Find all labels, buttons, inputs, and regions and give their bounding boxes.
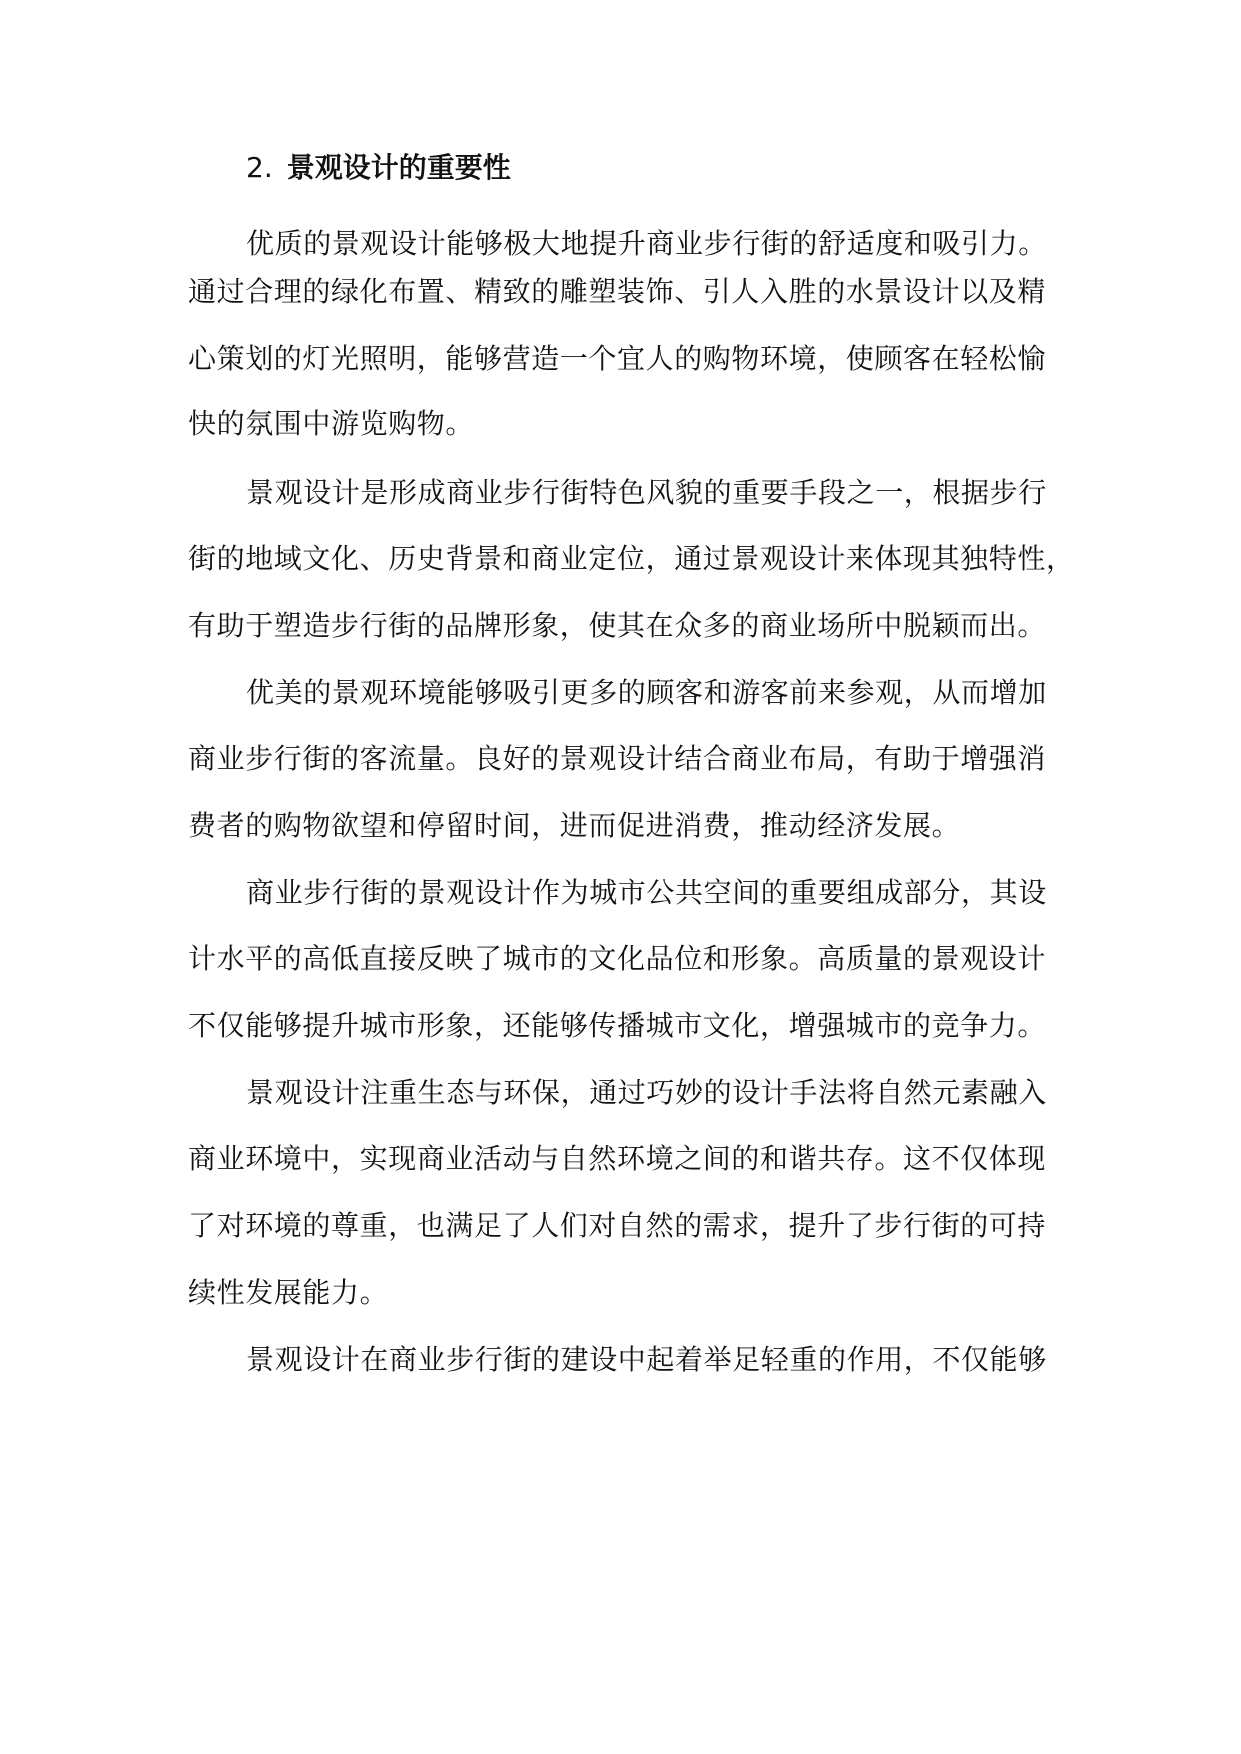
paragraph-line: 心策划的灯光照明，能够营造一个宜人的购物环境，使顾客在轻松愉: [188, 342, 1047, 375]
paragraph-line: 景观设计注重生态与环保，通过巧妙的设计手法将自然元素融入: [246, 1076, 1047, 1109]
paragraph-line: 计水平的高低直接反映了城市的文化品位和形象。高质量的景观设计: [188, 942, 1047, 975]
paragraph-line: 景观设计在商业步行街的建设中起着举足轻重的作用，不仅能够: [246, 1343, 1047, 1376]
paragraph-line: 续性发展能力。: [188, 1276, 389, 1309]
paragraph-line: 商业环境中，实现商业活动与自然环境之间的和谐共存。这不仅体现: [188, 1142, 1047, 1175]
paragraph-line: 优美的景观环境能够吸引更多的顾客和游客前来参观，从而增加: [246, 676, 1047, 709]
paragraph-line: 景观设计是形成商业步行街特色风貌的重要手段之一，根据步行: [246, 476, 1047, 509]
paragraph-line: 优质的景观设计能够极大地提升商业步行街的舒适度和吸引力。: [246, 227, 1047, 260]
paragraph-line: 有助于塑造步行街的品牌形象，使其在众多的商业场所中脱颖而出。: [188, 609, 1047, 642]
paragraph-line: 商业步行街的客流量。良好的景观设计结合商业布局，有助于增强消: [188, 742, 1047, 775]
section-title: 景观设计的重要性: [286, 151, 511, 184]
paragraph-line: 商业步行街的景观设计作为城市公共空间的重要组成部分，其设: [246, 876, 1047, 909]
paragraph-line: 通过合理的绿化布置、精致的雕塑装饰、引人入胜的水景设计以及精: [188, 275, 1047, 308]
paragraph-line: 快的氛围中游览购物。: [188, 407, 475, 440]
paragraph-line: 街的地域文化、历史背景和商业定位，通过景观设计来体现其独特性，: [188, 542, 1075, 575]
paragraph-line: 不仅能够提升城市形象，还能够传播城市文化，增强城市的竞争力。: [188, 1009, 1047, 1042]
section-number: 2.: [246, 151, 273, 184]
paragraph-line: 了对环境的尊重，也满足了人们对自然的需求，提升了步行街的可持: [188, 1209, 1047, 1242]
paragraph-line: 费者的购物欲望和停留时间，进而促进消费，推动经济发展。: [188, 809, 961, 842]
section-heading: [246, 148, 511, 188]
